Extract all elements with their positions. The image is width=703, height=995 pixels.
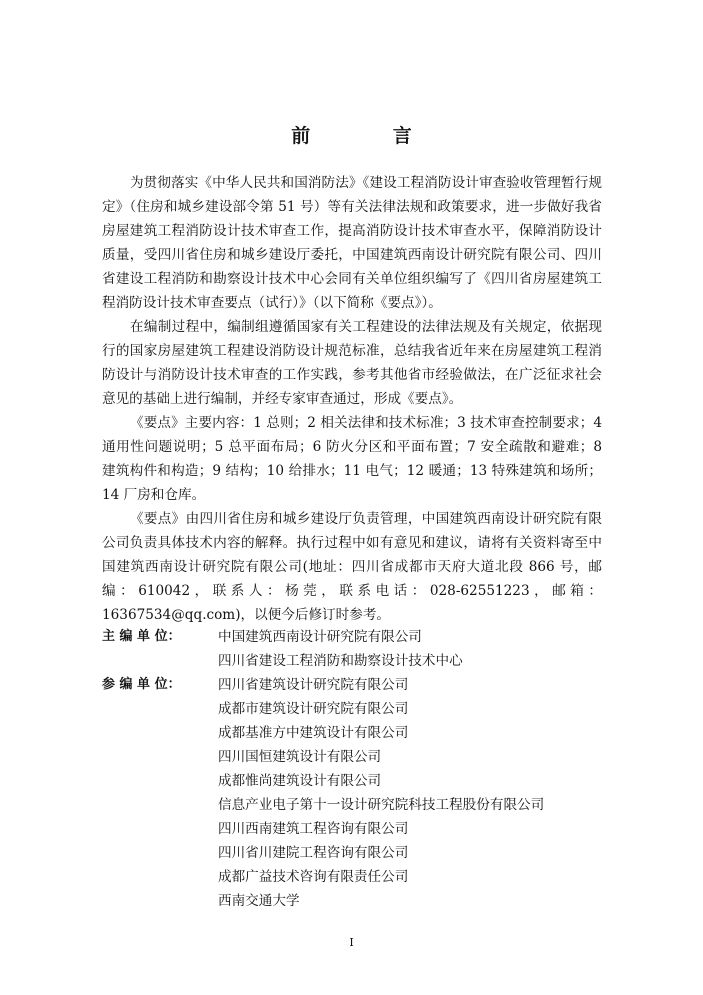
preface-paragraph: 《要点》由四川省住房和城乡建设厅负责管理，中国建筑西南设计研究院有限公司负责具体技术内容的解释。执行过程中如有意见和建议，请将有关资料寄至中国建筑西南设计研究院有限公司(地址：四川省成都市天府大道北段 866 号，邮编：610042，联系人：杨莞，联系电话：028-62551223，邮箱：16367534@qq.com)，以便今后修订时参考。 <box>102 511 602 623</box>
participating-unit-name: 成都基准方中建筑设计有限公司 <box>218 725 409 741</box>
participating-unit-name: 成都市建筑设计研究院有限公司 <box>218 701 409 717</box>
participating-unit-name: 四川省川建院工程咨询有限公司 <box>218 845 409 861</box>
page-title: 前 言 <box>291 125 450 147</box>
chief-unit-name: 四川省建设工程消防和勘察设计技术中心 <box>218 653 463 669</box>
participating-unit-name: 成都广益技术咨询有限责任公司 <box>218 869 409 885</box>
participating-unit-name: 四川西南建筑工程咨询有限公司 <box>218 821 409 837</box>
page-number: I <box>349 936 354 949</box>
chief-unit-name: 中国建筑西南设计研究院有限公司 <box>218 629 422 645</box>
participating-units-label: 参 编 单 位： <box>102 677 181 692</box>
participating-unit-row <box>102 889 544 913</box>
chief-units-label: 主 编 单 位： <box>102 629 181 644</box>
participating-unit-name: 成都惟尚建筑设计有限公司 <box>218 773 382 789</box>
participating-unit-row <box>102 745 544 769</box>
participating-unit-row <box>102 673 544 697</box>
participating-unit-row <box>102 841 544 865</box>
chief-unit-row <box>102 625 544 649</box>
participating-unit-row <box>102 865 544 889</box>
participating-unit-name: 四川国恒建筑设计有限公司 <box>218 749 382 765</box>
units-list <box>102 625 544 913</box>
participating-unit-name: 四川省建筑设计研究院有限公司 <box>218 677 409 693</box>
preface-body <box>102 171 602 627</box>
preface-paragraph: 在编制过程中，编制组遵循国家有关工程建设的法律法规及有关规定，依据现行的国家房屋建筑工程建设消防设计规范标准，总结我省近年来在房屋建筑工程消防设计与消防设计技术审查的工作实践，参考其他省市经验做法，在广泛征求社会意见的基础上进行编制，并经专家审查通过，形成《要点》。 <box>102 319 602 407</box>
preface-paragraph: 为贯彻落实《中华人民共和国消防法》《建设工程消防设计审查验收管理暂行规定》（住房和城乡建设部令第 51 号）等有关法律法规和政策要求，进一步做好我省房屋建筑工程消防设计技术审查工作，提高消防设计技术审查水平，保障消防设计质量，受四川省住房和城乡建设厅委托，中国建筑西南设计研究院有限公司、四川省建设工程消防和勘察设计技术中心会同有关单位组织编写了《四川省房屋建筑工程消防设计技术审查要点（试行）》（以下简称《要点》）。 <box>102 175 602 311</box>
preface-paragraph: 《要点》主要内容：1 总则；2 相关法律和技术标准；3 技术审查控制要求；4 通用性问题说明；5 总平面布局；6 防火分区和平面布置；7 安全疏散和避难；8 建筑构件和构造；9 结构；10 给排水；11 电气；12 暖通；13 特殊建筑和场所；14 厂房和仓库。 <box>102 415 602 503</box>
participating-unit-row <box>102 793 544 817</box>
participating-unit-name: 信息产业电子第十一设计研究院科技工程股份有限公司 <box>218 797 545 813</box>
participating-unit-row <box>102 721 544 745</box>
participating-unit-row <box>102 817 544 841</box>
participating-unit-row <box>102 697 544 721</box>
participating-unit-name: 西南交通大学 <box>218 893 300 909</box>
chief-unit-row <box>102 649 544 673</box>
participating-unit-row <box>102 769 544 793</box>
